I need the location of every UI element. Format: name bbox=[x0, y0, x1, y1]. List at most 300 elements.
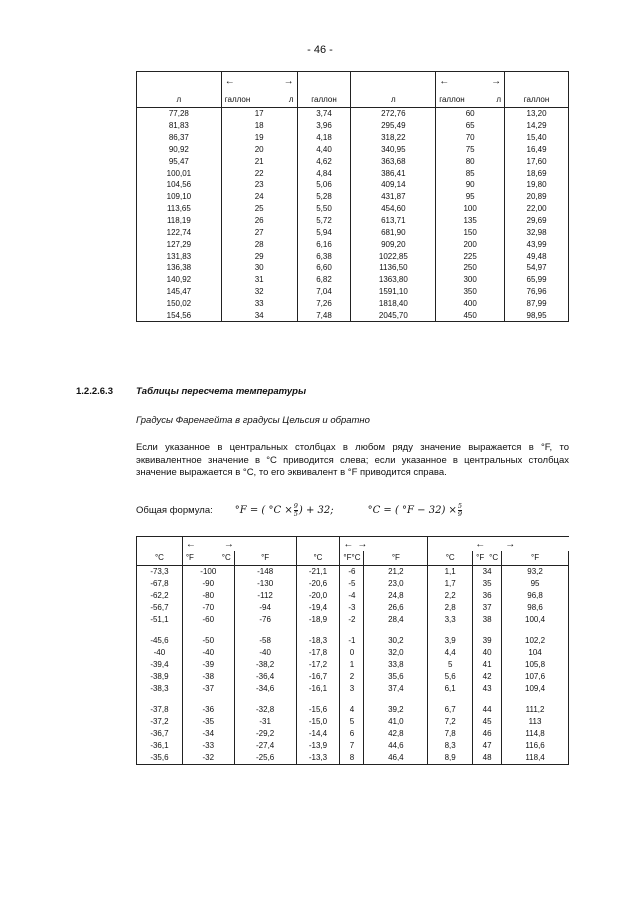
formula-f-from-c: °F = ( °C × $\frac{9}{5}$ ) + 32; bbox=[234, 501, 334, 518]
table-cell: -32,8 bbox=[234, 704, 296, 716]
table-cell: -1 bbox=[340, 635, 364, 647]
table-cell: 5,28 bbox=[297, 191, 351, 203]
table-cell: 5,06 bbox=[297, 179, 351, 191]
table-cell: 135 bbox=[436, 215, 505, 227]
header-celsius: °C bbox=[489, 553, 499, 562]
table-cell: 300 bbox=[436, 274, 505, 286]
table-cell: 225 bbox=[436, 250, 505, 262]
table-cell: 272,76 bbox=[351, 108, 436, 120]
table-row bbox=[137, 226, 569, 238]
table-cell: 22,00 bbox=[505, 203, 569, 215]
table-cell: 5,72 bbox=[297, 215, 351, 227]
header-liter: л bbox=[288, 95, 294, 104]
table-cell: 39 bbox=[473, 635, 502, 647]
table-cell: -100 bbox=[182, 566, 234, 579]
table-cell: -38 bbox=[182, 671, 234, 683]
table-cell: -20,0 bbox=[296, 590, 340, 602]
table-cell: 613,71 bbox=[351, 215, 436, 227]
table-cell: -40 bbox=[234, 647, 296, 659]
table-cell: 37,4 bbox=[364, 683, 428, 695]
table-cell: 3,74 bbox=[297, 108, 351, 120]
table-row bbox=[137, 167, 569, 179]
table-cell: 350 bbox=[436, 286, 505, 298]
table-row bbox=[137, 120, 569, 132]
formula-c-from-f: °C = ( °F − 32) × $\frac{5}{9}$ bbox=[367, 501, 463, 518]
table-cell: 23,0 bbox=[364, 578, 428, 590]
table-cell: 7,48 bbox=[297, 309, 351, 321]
table-cell: 295,49 bbox=[351, 120, 436, 132]
table-cell: 19,80 bbox=[505, 179, 569, 191]
header-gallon: галлон bbox=[439, 95, 465, 104]
table-cell: -31 bbox=[234, 716, 296, 728]
table-cell: 23 bbox=[221, 179, 297, 191]
table-cell: 5,6 bbox=[428, 671, 473, 683]
table-cell: 100,01 bbox=[137, 167, 222, 179]
table-cell: 40 bbox=[473, 647, 502, 659]
table-cell: 96,8 bbox=[502, 590, 569, 602]
table-cell: 4,18 bbox=[297, 132, 351, 144]
table-cell: -13,9 bbox=[296, 740, 340, 752]
table-cell: -3 bbox=[340, 602, 364, 614]
table-cell: 98,6 bbox=[502, 602, 569, 614]
table-cell: 109,4 bbox=[502, 683, 569, 695]
table-cell: 3,3 bbox=[428, 614, 473, 626]
table-cell: -17,8 bbox=[296, 647, 340, 659]
table-cell: -112 bbox=[234, 590, 296, 602]
table-cell: 1,1 bbox=[428, 566, 473, 579]
table-cell: 45 bbox=[473, 716, 502, 728]
table-cell: 42 bbox=[473, 671, 502, 683]
table-cell: 43 bbox=[473, 683, 502, 695]
table-cell: 95 bbox=[502, 578, 569, 590]
table-cell: -148 bbox=[234, 566, 296, 579]
table-cell: -38,9 bbox=[137, 671, 183, 683]
table-cell: -17,2 bbox=[296, 659, 340, 671]
table-cell: 85 bbox=[436, 167, 505, 179]
table-cell: 32,0 bbox=[364, 647, 428, 659]
header-gallon: галлон bbox=[297, 87, 351, 108]
table-cell: 127,29 bbox=[137, 238, 222, 250]
arrow-right-icon: → bbox=[223, 539, 234, 550]
table-cell: 2,8 bbox=[428, 602, 473, 614]
table-cell: 33 bbox=[221, 298, 297, 310]
table-cell: -37,2 bbox=[137, 716, 183, 728]
table-cell: -35,6 bbox=[137, 752, 183, 765]
table-cell: 102,2 bbox=[502, 635, 569, 647]
table-cell: 113,65 bbox=[137, 203, 222, 215]
table-cell: -90 bbox=[182, 578, 234, 590]
table-cell: 386,41 bbox=[351, 167, 436, 179]
table-cell: 105,8 bbox=[502, 659, 569, 671]
table-cell: 1136,50 bbox=[351, 262, 436, 274]
table-cell: 2 bbox=[340, 671, 364, 683]
table-cell: 6,1 bbox=[428, 683, 473, 695]
header-celsius: °C bbox=[137, 551, 183, 566]
table-cell: 113 bbox=[502, 716, 569, 728]
table-cell: 65,99 bbox=[505, 274, 569, 286]
table-cell: -14,4 bbox=[296, 728, 340, 740]
table-cell: 7,2 bbox=[428, 716, 473, 728]
table-cell: 32 bbox=[221, 286, 297, 298]
table-cell: 17,60 bbox=[505, 155, 569, 167]
header-liter: л bbox=[496, 95, 502, 104]
arrow-right-icon: → bbox=[491, 76, 502, 87]
formula-label: Общая формула: bbox=[136, 504, 213, 516]
table-cell: 122,74 bbox=[137, 226, 222, 238]
table-cell: 6 bbox=[340, 728, 364, 740]
table-cell: 6,38 bbox=[297, 250, 351, 262]
table-cell: 1 bbox=[340, 659, 364, 671]
table-cell: 5 bbox=[428, 659, 473, 671]
table-cell: 200 bbox=[436, 238, 505, 250]
table-cell: 6,7 bbox=[428, 704, 473, 716]
table-cell: 15,40 bbox=[505, 132, 569, 144]
table-row bbox=[137, 203, 569, 215]
table-cell: -2 bbox=[340, 614, 364, 626]
table-cell: 95 bbox=[436, 191, 505, 203]
table-cell: 47 bbox=[473, 740, 502, 752]
table-cell: 70 bbox=[436, 132, 505, 144]
table-cell: 20 bbox=[221, 144, 297, 156]
table-cell: -21,1 bbox=[296, 566, 340, 579]
table-cell: 37 bbox=[473, 602, 502, 614]
table-row bbox=[137, 286, 569, 298]
table-cell: 8,9 bbox=[428, 752, 473, 765]
table-cell: 21,2 bbox=[364, 566, 428, 579]
table-cell: 4,62 bbox=[297, 155, 351, 167]
table-row bbox=[137, 752, 569, 765]
table-row bbox=[137, 250, 569, 262]
table-cell: 409,14 bbox=[351, 179, 436, 191]
table-cell: 87,99 bbox=[505, 298, 569, 310]
table-cell: 3,96 bbox=[297, 120, 351, 132]
table-cell: 80 bbox=[436, 155, 505, 167]
table-cell: 18,69 bbox=[505, 167, 569, 179]
table-cell: 26 bbox=[221, 215, 297, 227]
table-cell: 7 bbox=[340, 740, 364, 752]
table-cell: 7,26 bbox=[297, 298, 351, 310]
header-fahrenheit: °F bbox=[502, 551, 569, 566]
header-celsius: °C bbox=[351, 553, 361, 562]
table-cell: 1,7 bbox=[428, 578, 473, 590]
table-cell: -37,8 bbox=[137, 704, 183, 716]
table-cell: 6,60 bbox=[297, 262, 351, 274]
table-cell: 7,04 bbox=[297, 286, 351, 298]
table-cell: -94 bbox=[234, 602, 296, 614]
table-cell: 6,82 bbox=[297, 274, 351, 286]
table-cell: 136,38 bbox=[137, 262, 222, 274]
table-cell: 111,2 bbox=[502, 704, 569, 716]
table-row bbox=[137, 683, 569, 695]
table-cell: 450 bbox=[436, 309, 505, 321]
table-cell: -39 bbox=[182, 659, 234, 671]
table-cell: 25 bbox=[221, 203, 297, 215]
table-cell: 116,6 bbox=[502, 740, 569, 752]
table-cell: 118,19 bbox=[137, 215, 222, 227]
arrow-right-icon: → bbox=[505, 539, 516, 550]
header-gallon: галлон bbox=[505, 87, 569, 108]
table-cell: 39,2 bbox=[364, 704, 428, 716]
table-cell: 60 bbox=[436, 108, 505, 120]
table-cell: -16,1 bbox=[296, 683, 340, 695]
table-cell: 454,60 bbox=[351, 203, 436, 215]
table-row bbox=[137, 179, 569, 191]
page-number: - 46 - bbox=[307, 44, 333, 56]
table-cell: 154,56 bbox=[137, 309, 222, 321]
table-cell: 140,92 bbox=[137, 274, 222, 286]
table-cell: 909,20 bbox=[351, 238, 436, 250]
table-cell: -36,7 bbox=[137, 728, 183, 740]
table-row bbox=[137, 238, 569, 250]
section-number: 1.2.2.6.3 bbox=[76, 386, 113, 397]
table-row bbox=[137, 740, 569, 752]
table-cell: 6,16 bbox=[297, 238, 351, 250]
table-cell: -130 bbox=[234, 578, 296, 590]
table-cell: 38 bbox=[473, 614, 502, 626]
table-cell: -62,2 bbox=[137, 590, 183, 602]
header-liter: л bbox=[351, 87, 436, 108]
arrow-left-icon: ← bbox=[224, 76, 235, 87]
table-cell: -19,4 bbox=[296, 602, 340, 614]
table-cell: 2045,70 bbox=[351, 309, 436, 321]
table-cell: 49,48 bbox=[505, 250, 569, 262]
table-cell: 36 bbox=[473, 590, 502, 602]
table-cell: -56,7 bbox=[137, 602, 183, 614]
header-celsius: °C bbox=[296, 551, 340, 566]
table-cell: 4,84 bbox=[297, 167, 351, 179]
table-cell: -15,0 bbox=[296, 716, 340, 728]
table-cell: -40 bbox=[182, 647, 234, 659]
table-cell: 5,94 bbox=[297, 226, 351, 238]
table-cell: 21 bbox=[221, 155, 297, 167]
table-cell: 29 bbox=[221, 250, 297, 262]
table-cell: 8,3 bbox=[428, 740, 473, 752]
table-cell: 24 bbox=[221, 191, 297, 203]
table-row bbox=[137, 262, 569, 274]
arrow-right-icon: → bbox=[357, 539, 368, 550]
table-cell: -34 bbox=[182, 728, 234, 740]
table-cell: 13,20 bbox=[505, 108, 569, 120]
table-cell: 150 bbox=[436, 226, 505, 238]
table-cell: -16,7 bbox=[296, 671, 340, 683]
table-cell: -15,6 bbox=[296, 704, 340, 716]
table-cell: -4 bbox=[340, 590, 364, 602]
table-cell: 19 bbox=[221, 132, 297, 144]
table-cell: 26,6 bbox=[364, 602, 428, 614]
table-cell: -18,3 bbox=[296, 635, 340, 647]
header-fahrenheit: °F bbox=[185, 553, 194, 562]
table-cell: 29,69 bbox=[505, 215, 569, 227]
table-cell: 114,8 bbox=[502, 728, 569, 740]
table-cell: 104 bbox=[502, 647, 569, 659]
table-cell: 54,97 bbox=[505, 262, 569, 274]
table-cell: 28 bbox=[221, 238, 297, 250]
table-cell: 27 bbox=[221, 226, 297, 238]
arrow-left-icon: ← bbox=[185, 539, 196, 550]
table-row bbox=[137, 716, 569, 728]
table-cell: 318,22 bbox=[351, 132, 436, 144]
header-celsius: °C bbox=[221, 553, 231, 562]
volume-conversion-table bbox=[136, 71, 569, 322]
table-cell: 35,6 bbox=[364, 671, 428, 683]
table-cell: 44 bbox=[473, 704, 502, 716]
table-cell: -50 bbox=[182, 635, 234, 647]
table-cell: -73,3 bbox=[137, 566, 183, 579]
section-subtitle: Градусы Фаренгейта в градусы Цельсия и обратно bbox=[136, 415, 370, 426]
table-cell: 131,83 bbox=[137, 250, 222, 262]
table-cell: 431,87 bbox=[351, 191, 436, 203]
header-liter: л bbox=[137, 87, 222, 108]
header-fahrenheit: °F bbox=[364, 551, 428, 566]
table-row bbox=[137, 108, 569, 120]
table-cell: -45,6 bbox=[137, 635, 183, 647]
table-cell: 48 bbox=[473, 752, 502, 765]
section-title: Таблицы пересчета температуры bbox=[136, 386, 307, 397]
table-row bbox=[137, 647, 569, 659]
table-row bbox=[137, 671, 569, 683]
table-cell: -5 bbox=[340, 578, 364, 590]
table-cell: 100,4 bbox=[502, 614, 569, 626]
table-cell: -6 bbox=[340, 566, 364, 579]
header-fahrenheit: °F bbox=[476, 553, 485, 562]
general-formula bbox=[136, 498, 463, 522]
table-cell: 28,4 bbox=[364, 614, 428, 626]
table-row bbox=[137, 132, 569, 144]
table-cell: 109,10 bbox=[137, 191, 222, 203]
table-cell: -25,6 bbox=[234, 752, 296, 765]
table-cell: 8 bbox=[340, 752, 364, 765]
table-cell: -80 bbox=[182, 590, 234, 602]
table-cell: 3 bbox=[340, 683, 364, 695]
table-cell: -32 bbox=[182, 752, 234, 765]
table-cell: 18 bbox=[221, 120, 297, 132]
table-cell: 76,96 bbox=[505, 286, 569, 298]
table-row bbox=[137, 659, 569, 671]
table-cell: 46,4 bbox=[364, 752, 428, 765]
table-row bbox=[137, 274, 569, 286]
table-cell: 1818,40 bbox=[351, 298, 436, 310]
table-cell: 20,89 bbox=[505, 191, 569, 203]
table-cell: 22 bbox=[221, 167, 297, 179]
header-gallon: галлон bbox=[224, 95, 251, 104]
table-row bbox=[137, 704, 569, 716]
table-cell: 77,28 bbox=[137, 108, 222, 120]
table-cell: -38,2 bbox=[234, 659, 296, 671]
arrow-left-icon: ← bbox=[343, 539, 354, 550]
table-cell: 107,6 bbox=[502, 671, 569, 683]
table-row bbox=[137, 728, 569, 740]
table-cell: -36 bbox=[182, 704, 234, 716]
table-row bbox=[137, 191, 569, 203]
table-cell: -37 bbox=[182, 683, 234, 695]
table-cell: -76 bbox=[234, 614, 296, 626]
arrow-left-icon: ← bbox=[475, 539, 486, 550]
table-cell: -33 bbox=[182, 740, 234, 752]
table-cell: 4,4 bbox=[428, 647, 473, 659]
table-cell: 41,0 bbox=[364, 716, 428, 728]
table-cell: 118,4 bbox=[502, 752, 569, 765]
table-cell: 363,68 bbox=[351, 155, 436, 167]
table-cell: -34,6 bbox=[234, 683, 296, 695]
table-cell: 3,9 bbox=[428, 635, 473, 647]
table-cell: 35 bbox=[473, 578, 502, 590]
arrow-left-icon: ← bbox=[439, 76, 450, 87]
table-cell: -70 bbox=[182, 602, 234, 614]
table-row bbox=[137, 144, 569, 156]
table-cell: 2,2 bbox=[428, 590, 473, 602]
table-row bbox=[137, 155, 569, 167]
table-cell: 90,92 bbox=[137, 144, 222, 156]
table-cell: -35 bbox=[182, 716, 234, 728]
table-cell: 5,50 bbox=[297, 203, 351, 215]
table-cell: -39,4 bbox=[137, 659, 183, 671]
table-cell: -27,4 bbox=[234, 740, 296, 752]
table-cell: 34 bbox=[473, 566, 502, 579]
table-row bbox=[137, 590, 569, 602]
table-cell: 0 bbox=[340, 647, 364, 659]
table-cell: 31 bbox=[221, 274, 297, 286]
table-cell: 150,02 bbox=[137, 298, 222, 310]
table-cell: 16,49 bbox=[505, 144, 569, 156]
header-fahrenheit: °F bbox=[343, 553, 352, 562]
table-cell: 34 bbox=[221, 309, 297, 321]
table-cell: 145,47 bbox=[137, 286, 222, 298]
table-cell: 17 bbox=[221, 108, 297, 120]
temperature-conversion-table bbox=[136, 536, 569, 765]
table-cell: -58 bbox=[234, 635, 296, 647]
table-cell: 24,8 bbox=[364, 590, 428, 602]
table-cell: 104,56 bbox=[137, 179, 222, 191]
table-cell: 681,90 bbox=[351, 226, 436, 238]
table-row bbox=[137, 614, 569, 626]
table-row bbox=[137, 635, 569, 647]
table-cell: 65 bbox=[436, 120, 505, 132]
table-row bbox=[137, 566, 569, 579]
table-cell: -67,8 bbox=[137, 578, 183, 590]
table-cell: 42,8 bbox=[364, 728, 428, 740]
table-cell: 33,8 bbox=[364, 659, 428, 671]
table-cell: -60 bbox=[182, 614, 234, 626]
table-cell: 41 bbox=[473, 659, 502, 671]
table-cell: -36,1 bbox=[137, 740, 183, 752]
table-cell: 400 bbox=[436, 298, 505, 310]
table-cell: -18,9 bbox=[296, 614, 340, 626]
explanation-paragraph: Если указанное в центральных столбцах в любом ряду значение выражается в °F, то эквивалентное значение в °C приводится слева; если указанное в центральных столбцах значение выражается в °C, то его эквивалент в °F приводится справа. bbox=[136, 442, 569, 478]
table-cell: -13,3 bbox=[296, 752, 340, 765]
table-cell: -51,1 bbox=[137, 614, 183, 626]
table-cell: 1022,85 bbox=[351, 250, 436, 262]
table-cell: 30 bbox=[221, 262, 297, 274]
table-cell: 32,98 bbox=[505, 226, 569, 238]
table-cell: 340,95 bbox=[351, 144, 436, 156]
table-row bbox=[137, 215, 569, 227]
table-cell: 4 bbox=[340, 704, 364, 716]
table-row bbox=[137, 309, 569, 321]
header-celsius: °C bbox=[428, 551, 473, 566]
table-cell: 1591,10 bbox=[351, 286, 436, 298]
table-cell: 93,2 bbox=[502, 566, 569, 579]
table-cell: -29,2 bbox=[234, 728, 296, 740]
table-cell: 100 bbox=[436, 203, 505, 215]
table-cell: -38,3 bbox=[137, 683, 183, 695]
table-row bbox=[137, 298, 569, 310]
table-cell: -36,4 bbox=[234, 671, 296, 683]
header-fahrenheit: °F bbox=[234, 551, 296, 566]
table-cell: -40 bbox=[137, 647, 183, 659]
table-cell: 5 bbox=[340, 716, 364, 728]
table-cell: 46 bbox=[473, 728, 502, 740]
table-cell: 14,29 bbox=[505, 120, 569, 132]
